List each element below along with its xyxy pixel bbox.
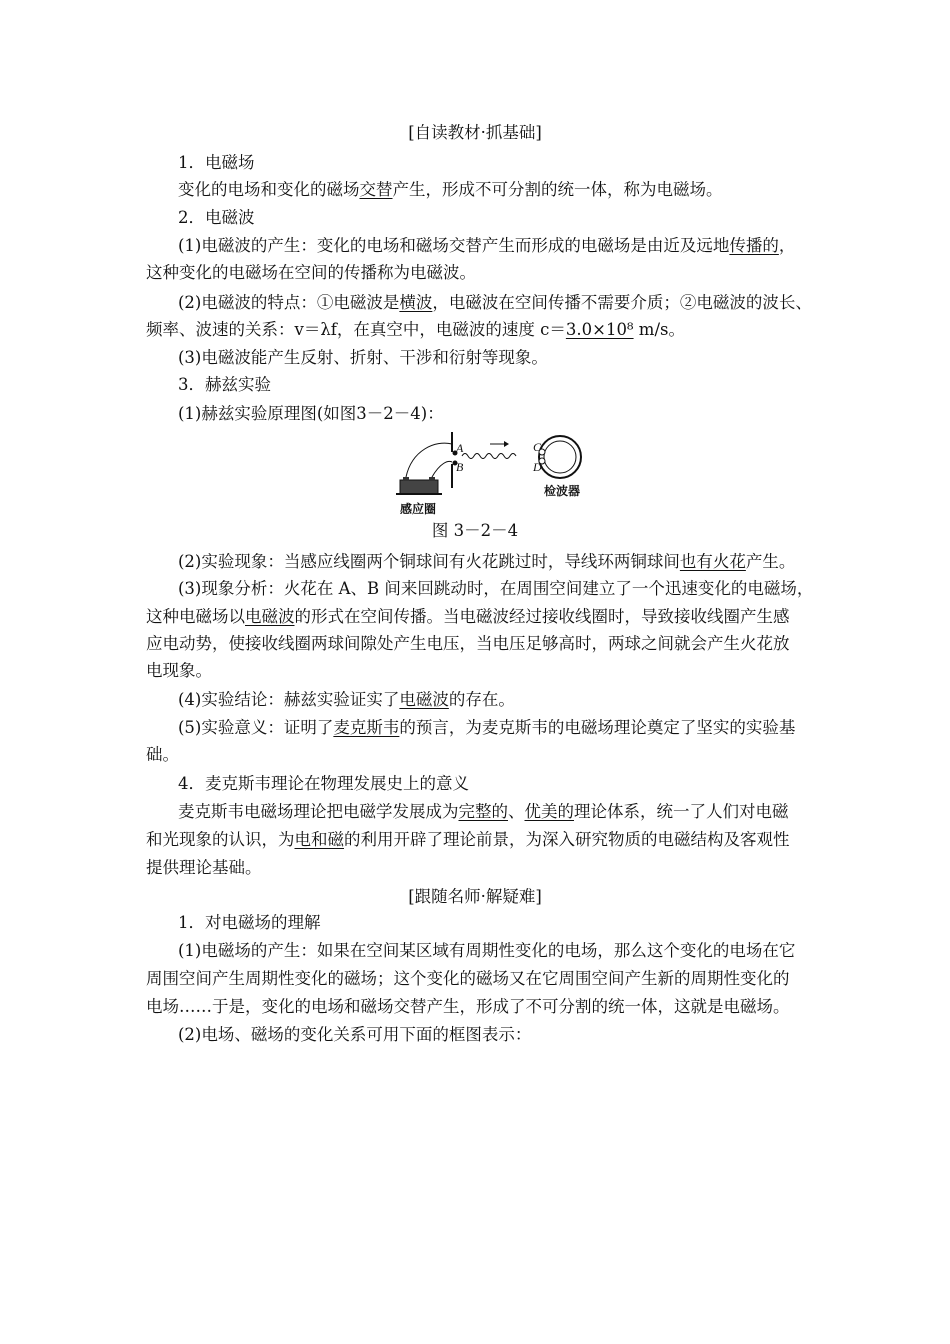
paragraph-maxwell-theory-cont: 和光现象的认识，为电和磁的利用开辟了理论前景，为深入研究物质的电磁结构及客观性	[146, 830, 790, 849]
answer-underline: 完整的	[458, 802, 508, 821]
paragraph-phenomenon-analysis-cont3: 电现象。	[146, 661, 212, 680]
answer-underline: 传播的	[729, 236, 779, 255]
label-c: C	[533, 440, 542, 454]
answer-underline: 交替	[359, 180, 393, 199]
paragraph-em-field-generation-cont2: 电场……于是，变化的电场和磁场交替产生，形成了不可分割的统一体，这就是电磁场。	[146, 997, 790, 1016]
paragraph-em-field-generation: (1)电磁场的产生：如果在空间某区域有周期性变化的电场，那么这个变化的电场在它	[178, 941, 796, 960]
paragraph-maxwell-theory: 麦克斯韦电磁场理论把电磁学发展成为完整的、优美的理论体系，统一了人们对电磁	[178, 802, 789, 821]
heading-understanding-em-field: 1．对电磁场的理解	[178, 913, 321, 932]
answer-underline: 麦克斯韦	[333, 718, 400, 737]
paragraph-wave-features-cont: 频率、波速的关系：v＝λf，在真空中，电磁波的速度 c＝3.0×10⁸ m/s。	[146, 320, 685, 339]
label-induction-coil: 感应圈	[400, 502, 437, 516]
answer-underline: 优美的	[524, 802, 574, 821]
answer-underline: 电磁波	[245, 607, 295, 626]
heading-maxwell-significance: 4．麦克斯韦理论在物理发展史上的意义	[178, 774, 469, 793]
paragraph-em-field-definition: 变化的电场和变化的磁场交替产生，形成不可分割的统一体，称为电磁场。	[178, 180, 723, 199]
heading-electromagnetic-field: 1．电磁场	[178, 153, 255, 172]
hertz-experiment-figure	[390, 428, 590, 518]
paragraph-hertz-principle: (1)赫兹实验原理图(如图3－2－4)：	[178, 404, 444, 423]
answer-underline: 3.0×10⁸	[565, 320, 634, 339]
paragraph-phenomenon-analysis-cont2: 应电动势，使接收线圈两球间隙处产生电压，当电压足够高时，两球之间就会产生火花放	[146, 634, 790, 653]
paragraph-phenomenon-analysis-cont: 这种电磁场以电磁波的形式在空间传播。当电磁波经过接收线圈时，导致接收线圈产生感	[146, 607, 790, 626]
label-d: D	[533, 460, 542, 474]
paragraph-wave-generation-cont: 这种变化的电磁场在空间的传播称为电磁波。	[146, 263, 476, 282]
label-b: B	[456, 460, 464, 474]
paragraph-experiment-conclusion: (4)实验结论：赫兹实验证实了电磁波的存在。	[178, 690, 515, 709]
heading-hertz-experiment: 3．赫兹实验	[178, 375, 271, 394]
paragraph-phenomenon-analysis: (3)现象分析：火花在 A、B 间来回跳动时，在周围空间建立了一个迅速变化的电磁场，	[178, 579, 814, 598]
paragraph-field-relationship: (2)电场、磁场的变化关系可用下面的框图表示：	[178, 1025, 532, 1044]
answer-underline: 也有火花	[679, 552, 746, 571]
answer-underline: 电磁波	[399, 690, 449, 709]
section-title-teacher: [跟随名师·解疑难]	[408, 887, 542, 906]
paragraph-wave-features: (2)电磁波的特点：①电磁波是横波，电磁波在空间传播不需要介质；②电磁波的波长、	[178, 293, 812, 312]
paragraph-experiment-significance-cont: 础。	[146, 745, 179, 764]
label-a: A	[456, 441, 464, 455]
answer-underline: 电和磁	[294, 830, 344, 849]
paragraph-maxwell-theory-cont2: 提供理论基础。	[146, 858, 262, 877]
paragraph-wave-generation: (1)电磁波的产生：变化的电场和磁场交替产生而形成的电磁场是由近及远地传播的，	[178, 236, 796, 255]
paragraph-experiment-significance: (5)实验意义：证明了麦克斯韦的预言，为麦克斯韦的电磁场理论奠定了坚实的实验基	[178, 718, 796, 737]
answer-underline: 横波	[399, 293, 433, 312]
paragraph-em-field-generation-cont: 周围空间产生周期性变化的磁场；这个变化的磁场又在它周围空间产生新的周期性变化的	[146, 969, 790, 988]
section-title-self-study: [自读教材·抓基础]	[408, 123, 542, 142]
paragraph-wave-phenomena: (3)电磁波能产生反射、折射、干涉和衍射等现象。	[178, 348, 548, 367]
heading-electromagnetic-wave: 2．电磁波	[178, 208, 255, 227]
label-detector: 检波器	[544, 484, 581, 498]
paragraph-experiment-phenomenon: (2)实验现象：当感应线圈两个铜球间有火花跳过时，导线环两铜球间也有火花产生。	[178, 552, 796, 571]
figure-caption: 图 3－2－4	[431, 521, 519, 540]
